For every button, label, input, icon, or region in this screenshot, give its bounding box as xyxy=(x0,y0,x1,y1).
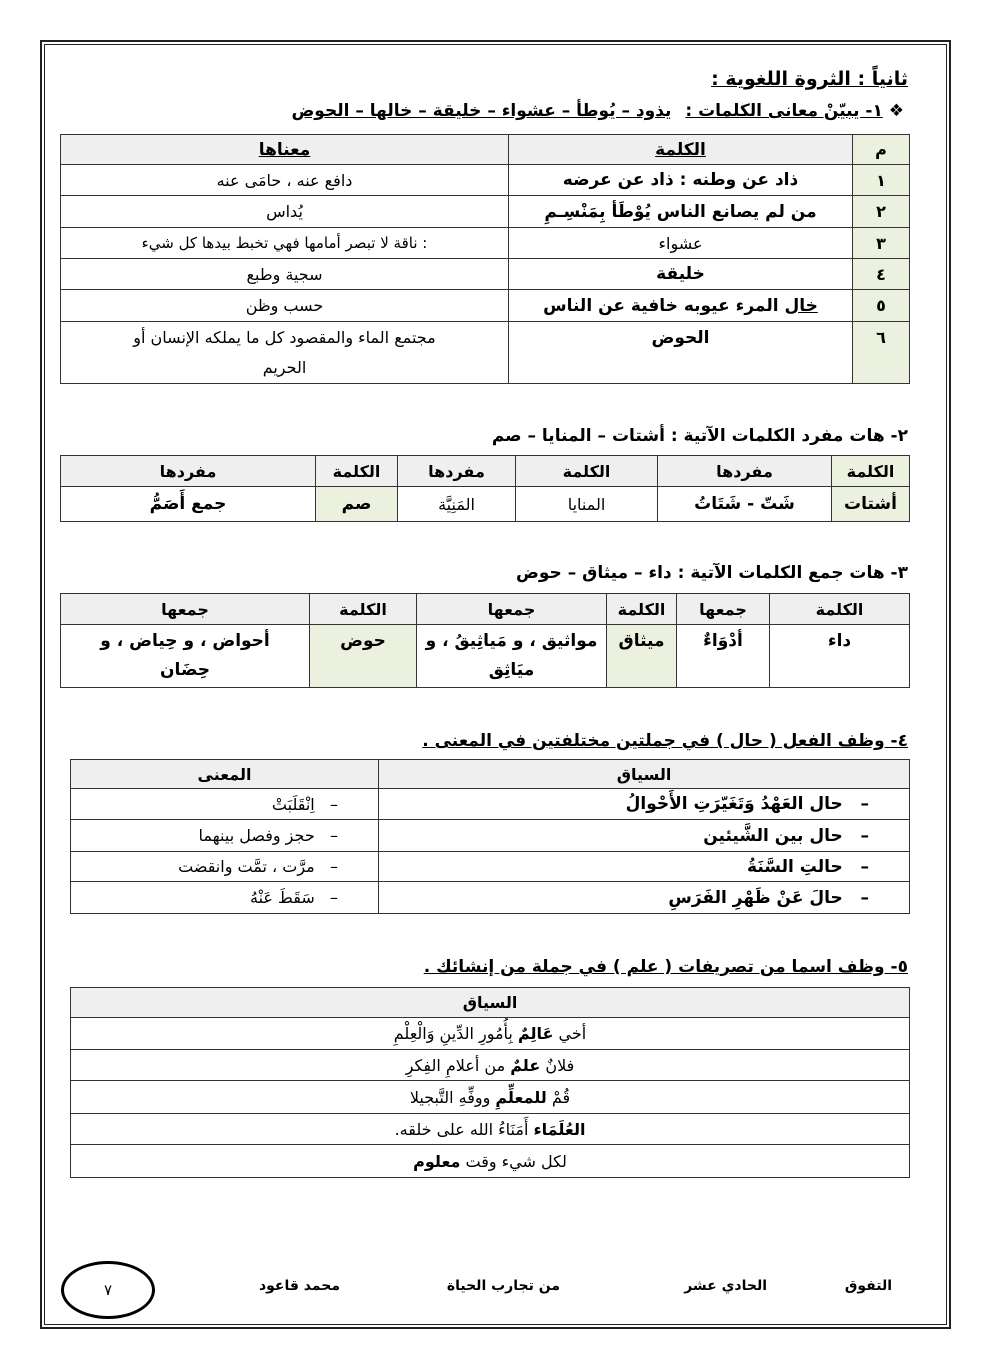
q5-text: أَمَنَاءُ الله على خلقه. xyxy=(394,1119,534,1139)
q4-row-meaning xyxy=(71,882,379,914)
q1-words: يذود – يُوطأ – عشواء – خليقة – خالها – الحوض xyxy=(291,101,672,121)
q3-header: جمعها xyxy=(677,594,770,625)
q1-header-word: الكلمة xyxy=(509,135,853,165)
q1-row-word xyxy=(509,290,853,322)
q1-row-num: ٢ xyxy=(853,196,910,228)
q1-row xyxy=(61,196,910,228)
dash-icon: – xyxy=(330,794,338,814)
q3-cell-word: حوض xyxy=(310,625,417,688)
q4-row-context xyxy=(379,852,910,882)
q1-row xyxy=(61,259,910,290)
q4-context-text: حال العَهْدُ وَتَغَيّرَتِ الأَحْوالُ xyxy=(625,794,843,814)
q5-header-row xyxy=(71,988,910,1018)
q1-row-meaning: حسب وظن xyxy=(61,290,509,322)
q3-row xyxy=(61,625,910,688)
q2-cell-singular: المَنِيَّة xyxy=(398,487,516,522)
q4-meaning-text: سَقَطَ عَنْهُ xyxy=(250,888,315,907)
q5-text-bold: عَالِمٌ xyxy=(517,1024,554,1043)
q1-row-meaning: مجتمع الماء والمقصود كل ما يملكه الإنسان أو الحريم xyxy=(61,322,509,384)
q5-header: السياق xyxy=(71,988,910,1018)
q4-row-context xyxy=(379,820,910,852)
q3-heading: ٣- هات جمع الكلمات الآتية : داء – ميثاق – حوض xyxy=(516,563,908,583)
q2-cell-singular: جمع أَصَمُّ xyxy=(61,487,316,522)
q1-row-word-underlined: خال xyxy=(784,295,818,316)
q3-cell-plural: مواثيق ، و مَياثِيقُ ، و ميَاثِق xyxy=(417,625,607,688)
q4-row-context xyxy=(379,789,910,820)
q1-row-word-rest: المرء عيوبه خافية عن الناس xyxy=(543,295,785,316)
q5-row-sentence xyxy=(71,1081,910,1114)
q1-table xyxy=(60,134,910,384)
dash-icon: – xyxy=(330,857,338,876)
q4-heading: ٤- وظف الفعل ( حال ) في جملتين مختلفتين في المعنى . xyxy=(422,731,908,751)
footer-book: من تجارب الحياة xyxy=(446,1278,560,1294)
q1-header-meaning: معناها xyxy=(61,135,509,165)
q1-header-row xyxy=(61,135,910,165)
q1-row-word: من لم يصانع الناس يُوْطَأ بِمَنْسِـمِ xyxy=(509,196,853,228)
q4-meaning-text: مرَّت ، تمَّت وانقضت xyxy=(178,857,315,876)
q5-row xyxy=(71,1050,910,1081)
q4-row-meaning xyxy=(71,852,379,882)
q2-header: مفردها xyxy=(61,456,316,487)
q1-prefix: ١- يبيّنْ معانى الكلمات : xyxy=(685,101,883,121)
q1-row-num: ٦ xyxy=(853,322,910,384)
q4-meaning-text: حجز وفصل بينهما xyxy=(198,826,315,845)
q5-text-bold: للمعلِّمِ xyxy=(495,1087,547,1107)
q5-text: بِأُمُورِ الدِّينِ وَالْعِلْمِ xyxy=(393,1024,518,1043)
q4-context-text: حالَ عَنْ ظَهْرِ الفَرَسِ xyxy=(668,887,843,908)
q1-row-meaning: : ناقة لا تبصر أمامها فهي تخبط بيدها كل شيء xyxy=(61,228,509,259)
q3-header: الكلمة xyxy=(607,594,677,625)
q1-row-num: ١ xyxy=(853,165,910,196)
q2-cell-word: صم xyxy=(316,487,398,522)
q4-context-text: حال بين الشَّيئين xyxy=(703,825,843,846)
q1-heading xyxy=(291,101,904,121)
q2-header: الكلمة xyxy=(516,456,658,487)
q1-row-word: خليقة xyxy=(509,259,853,290)
dash-icon: – xyxy=(860,887,869,908)
dash-icon: – xyxy=(330,888,338,907)
q2-row xyxy=(61,487,910,522)
q2-header: مفردها xyxy=(658,456,832,487)
q4-header-meaning: المعنى xyxy=(71,760,379,789)
q3-cell-plural: أحواض ، و حِياض ، و حِضَان xyxy=(61,625,310,688)
q2-cell-singular: شَتّ - شَتَاتُ xyxy=(658,487,832,522)
dash-icon: – xyxy=(860,825,869,846)
q1-row-word: ذاد عن وطنه : ذاد عن عرضه xyxy=(509,165,853,196)
q4-header-context: السياق xyxy=(379,760,910,789)
q2-cell-word: المنايا xyxy=(516,487,658,522)
q1-row-word: عشواء xyxy=(509,228,853,259)
dash-icon: – xyxy=(330,826,338,845)
q2-table xyxy=(60,455,910,522)
q5-text: ووفِّهِ التَّبجيلا xyxy=(409,1087,496,1107)
q5-row xyxy=(71,1081,910,1114)
q1-header-num: م xyxy=(853,135,910,165)
q2-header: الكلمة xyxy=(832,456,910,487)
q5-row xyxy=(71,1145,910,1178)
page-number: ٧ xyxy=(103,1281,113,1299)
q4-row xyxy=(71,789,910,820)
footer-subject: التفوق xyxy=(844,1278,892,1294)
q5-row xyxy=(71,1018,910,1050)
q5-text: أخي xyxy=(553,1024,587,1043)
q5-text-bold: العُلَمَاء xyxy=(533,1119,586,1139)
q3-header: الكلمة xyxy=(770,594,910,625)
q4-row-context xyxy=(379,882,910,914)
footer-grade: الحادي عشر xyxy=(684,1278,767,1294)
q5-text: لكل شيء وقت xyxy=(460,1151,567,1171)
q5-row xyxy=(71,1114,910,1145)
q4-header-row xyxy=(71,760,910,789)
q4-row-meaning xyxy=(71,789,379,820)
q5-text: فلانٌ xyxy=(540,1055,575,1075)
q5-text-bold: معلوم xyxy=(413,1151,461,1171)
q1-row xyxy=(61,322,910,384)
q3-header: جمعها xyxy=(61,594,310,625)
q4-row xyxy=(71,882,910,914)
q1-row-meaning: يُداس xyxy=(61,196,509,228)
q5-text: قُمْ xyxy=(546,1087,571,1107)
q3-cell-plural: أدْوَاءٌ xyxy=(677,625,770,688)
q2-heading: ٢- هات مفرد الكلمات الآتية : أشتات – المنايا – صم xyxy=(491,426,908,446)
q1-row-num: ٣ xyxy=(853,228,910,259)
diamond-bullet-icon: ❖ xyxy=(888,101,904,121)
q1-row-num: ٤ xyxy=(853,259,910,290)
q3-cell-word: ميثاق xyxy=(607,625,677,688)
q3-header: جمعها xyxy=(417,594,607,625)
q1-row-meaning: سجية وطبع xyxy=(61,259,509,290)
q4-row xyxy=(71,852,910,882)
q5-table xyxy=(70,987,910,1178)
q5-heading: ٥- وظف اسما من تصريفات ( علم ) في جملة من إنشائك . xyxy=(423,957,908,977)
q1-row xyxy=(61,165,910,196)
q1-row-word: الحوض xyxy=(509,322,853,384)
q5-row-sentence xyxy=(71,1050,910,1081)
q1-row xyxy=(61,228,910,259)
q1-row-meaning: دافع عنه ، حامَى عنه xyxy=(61,165,509,196)
q4-row-meaning xyxy=(71,820,379,852)
q1-row-num: ٥ xyxy=(853,290,910,322)
q5-row-sentence xyxy=(71,1145,910,1178)
q1-row xyxy=(61,290,910,322)
footer-author: محمد قاعود xyxy=(258,1278,340,1294)
dash-icon: – xyxy=(860,856,869,877)
q3-header: الكلمة xyxy=(310,594,417,625)
q5-text: من أعلامِ الفِكرِ xyxy=(405,1055,511,1075)
q5-text-bold: علمٌ xyxy=(510,1055,541,1075)
q5-row-sentence xyxy=(71,1114,910,1145)
q4-meaning-text: اِنْقَلَبَتْ xyxy=(271,794,315,814)
q2-cell-word: أشتات xyxy=(832,487,910,522)
q2-header-row xyxy=(61,456,910,487)
q2-header: الكلمة xyxy=(316,456,398,487)
q4-context-text: حالتِ السَّنَةُ xyxy=(747,856,843,877)
section-title: ثانياً : الثروة اللغوية : xyxy=(711,68,908,90)
q3-header-row xyxy=(61,594,910,625)
q3-cell-word: داء xyxy=(770,625,910,688)
q5-row-sentence xyxy=(71,1018,910,1050)
page-number-oval xyxy=(61,1261,155,1319)
q4-row xyxy=(71,820,910,852)
q3-table xyxy=(60,593,910,688)
q4-table xyxy=(70,759,910,914)
dash-icon: – xyxy=(860,794,869,814)
q2-header: مفردها xyxy=(398,456,516,487)
